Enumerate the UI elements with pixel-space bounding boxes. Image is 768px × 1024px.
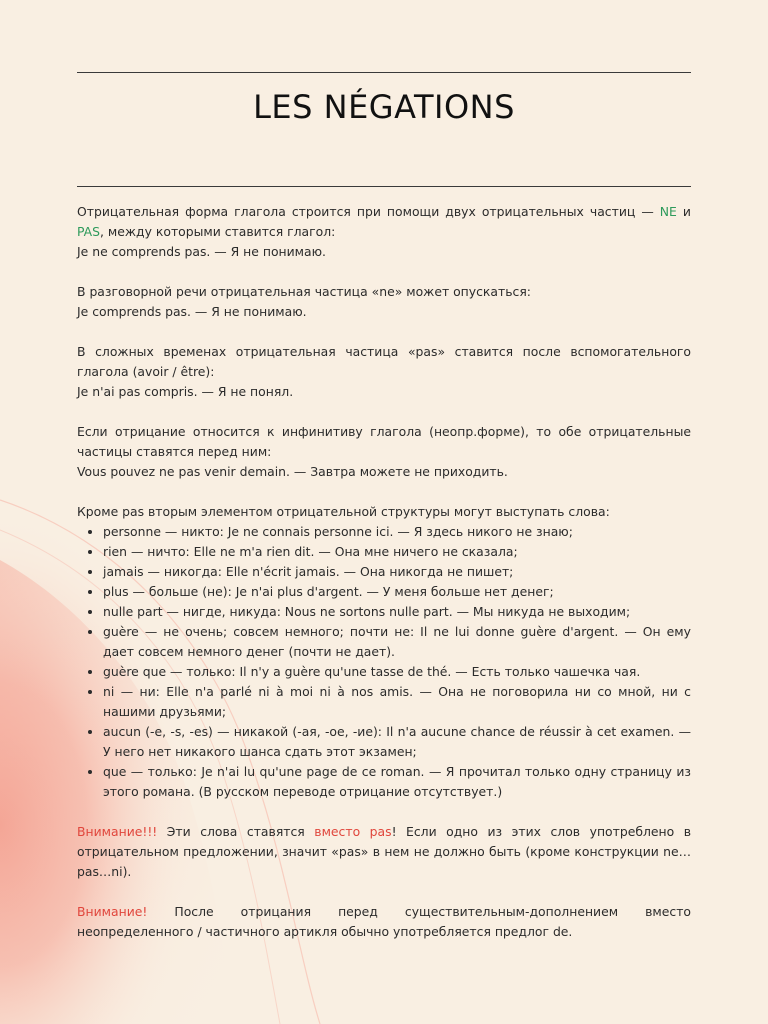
list-item: • plus — больше (не): Je n'ai plus d'argent. — У меня больше нет денег; bbox=[103, 582, 691, 602]
paragraph-other-words: Кроме pas вторым элементом отрицательной структуры могут выступать слова: • personne — никто: Je ne connais personne ici. — Я здесь никого не знаю; • rien — ничто: Elle ne m'a rien dit. — Она мне ничего не сказала; • jamais — никогда: Elle n'écrit jamais. — Она никогда не пишет; • plus — больше (не): Je n'ai plus d'argent. — У меня больше нет денег; • nulle part — нигде, никуда: Nous ne sortons nulle part. — Мы никуда не выходим; • guère — не очень; совсем немного; почти не: Il ne lui donne guère d'argent. — Он ему дает совсем немного денег (почти не дает). • guère que — только: Il n'y a guère qu'une tasse de thé. — Есть только чашечка чая. • ni — ни: Elle n'a parlé ni à moi ni à nos amis. — Она не поговорила ни со мной, ни с нашими друзьями; • aucun (-e, -s, -es) — никакой (-ая, -ое, -ие): Il n'a aucune chance de réussir à cet examen. — У него нет никакого шанса сдать этот экзамен; • que — только: Je n'ai lu qu'une page de ce roman. — Я прочитал только одну страницу из этого романа. (В русском переводе отрицание отсутствует.) bbox=[77, 502, 691, 802]
list-item: • guère que — только: Il n'y a guère qu'une tasse de thé. — Есть только чашечка чая. bbox=[103, 662, 691, 682]
example: Je comprends pas. — Я не понимаю. bbox=[77, 304, 307, 319]
list-item: • rien — ничто: Elle ne m'a rien dit. — Она мне ничего не сказала; bbox=[103, 542, 691, 562]
paragraph-colloquial: В разговорной речи отрицательная частица «ne» может опускаться: Je comprends pas. — Я не понимаю. bbox=[77, 282, 691, 322]
warning-paragraph-1: Внимание!!! Эти слова ставятся вместо pas! Если одно из этих слов употреблено в отрицательном предложении, значит «pas» в нем не должно быть (кроме конструкции ne…pas…ni). bbox=[77, 824, 691, 879]
bottom-divider bbox=[77, 186, 691, 187]
paragraph-ne-pas: Отрицательная форма глагола строится при помощи двух отрицательных частиц — NE и PAS, между которыми ставится глагол: Je ne comprends pas. — Я не понимаю. bbox=[77, 202, 691, 262]
warning-label: Внимание!!! bbox=[77, 824, 158, 839]
list-item: • aucun (-e, -s, -es) — никакой (-ая, -ое, -ие): Il n'a aucune chance de réussir à cet examen. — У него нет никакого шанса сдать этот экзамен; bbox=[103, 722, 691, 762]
example: Je ne comprends pas. — Я не понимаю. bbox=[77, 244, 326, 259]
paragraph-infinitive: Если отрицание относится к инфинитиву глагола (неопр.форме), то обе отрицательные частицы ставятся перед ним: Vous pouvez ne pas venir demain. — Завтра можете не приходить. bbox=[77, 422, 691, 482]
warning-label: Внимание! bbox=[77, 904, 148, 919]
paragraph-compound-tenses: В сложных временах отрицательная частица «pas» ставится после вспомогательного глагола (avoir / être): Je n'ai pas compris. — Я не понял. bbox=[77, 342, 691, 402]
list-item: • jamais — никогда: Elle n'écrit jamais. — Она никогда не пишет; bbox=[103, 562, 691, 582]
warning-highlight: вместо pas bbox=[314, 824, 392, 839]
list-item: • nulle part — нигде, никуда: Nous ne sortons nulle part. — Мы никуда не выходим; bbox=[103, 602, 691, 622]
list-item: • que — только: Je n'ai lu qu'une page de ce roman. — Я прочитал только одну страницу из этого романа. (В русском переводе отрицание отсутствует.) bbox=[103, 762, 691, 802]
list-item: • guère — не очень; совсем немного; почти не: Il ne lui donne guère d'argent. — Он ему дает совсем немного денег (почти не дает). bbox=[103, 622, 691, 662]
list-item: • ni — ни: Elle n'a parlé ni à moi ni à nos amis. — Она не поговорила ни со мной, ни с нашими друзьями; bbox=[103, 682, 691, 722]
list-item: • personne — никто: Je ne connais personne ici. — Я здесь никого не знаю; bbox=[103, 522, 691, 542]
example: Vous pouvez ne pas venir demain. — Завтра можете не приходить. bbox=[77, 464, 508, 479]
highlight-ne: NE bbox=[659, 204, 677, 219]
highlight-pas: PAS bbox=[77, 224, 101, 239]
warning-paragraph-2: Внимание! После отрицания перед существительным-дополнением вместо неопределенного / частичного артикля обычно употребляется предлог de. bbox=[77, 904, 691, 939]
top-divider bbox=[77, 72, 691, 73]
page-title: LES NÉGATIONS bbox=[253, 88, 515, 126]
example: Je n'ai pas compris. — Я не понял. bbox=[77, 384, 294, 399]
content bbox=[77, 202, 691, 962]
negation-words-list bbox=[77, 522, 691, 802]
